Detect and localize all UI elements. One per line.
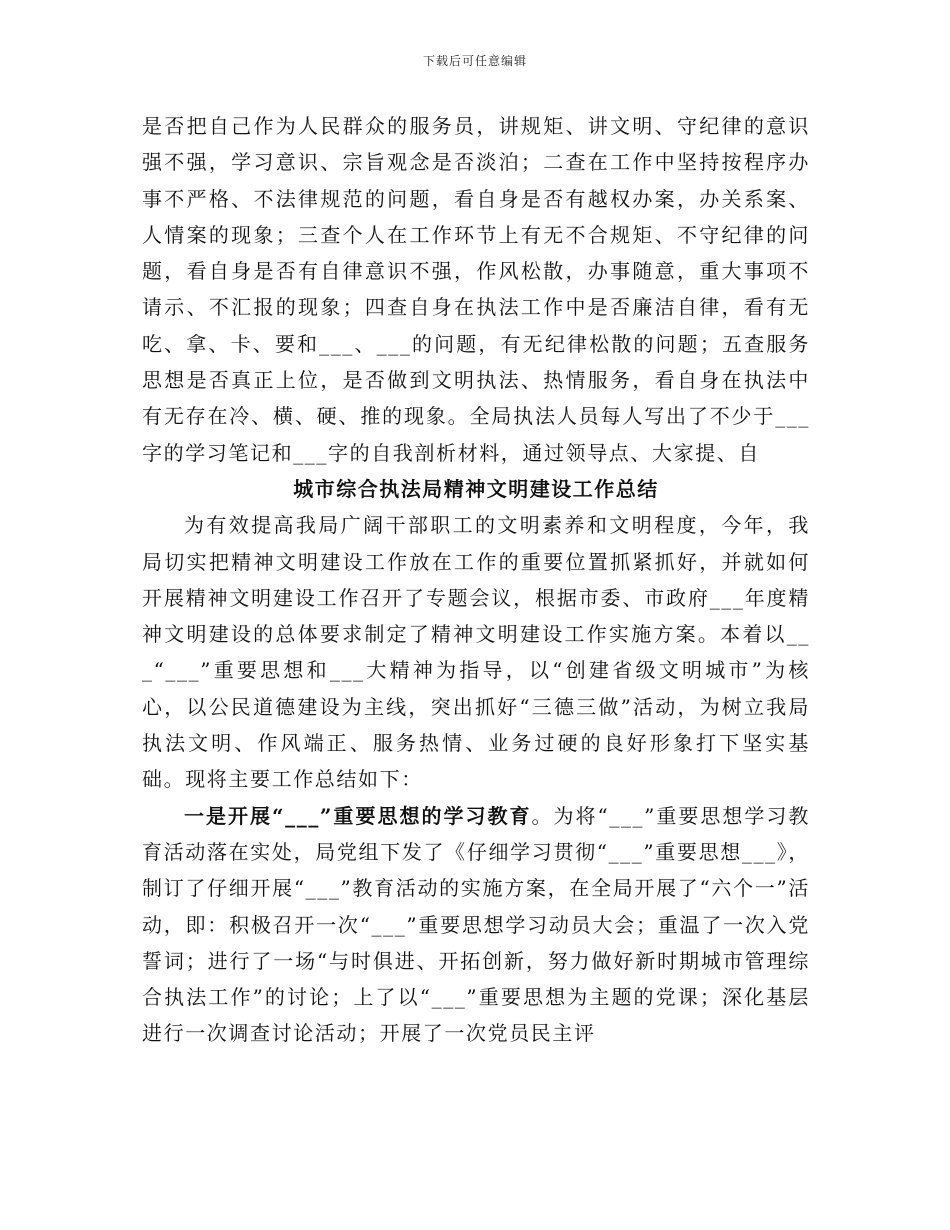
section-one-text: 。为将“___”重要思想学习教育活动落在实处，局党组下发了《仔细学习贯彻“___”重要思想___》，制订了仔细开展“___”教育活动的实施方案，在全局开展了“六个一”活动，即：积极召开一次“___”重要思想学习动员大会；重温了一次入党誓词；进行了一场“与时俱进、开拓创新，努力做好新时期城市管理综合执法工作”的讨论；上了以“___”重要思想为主题的党课；深化基层进行一次调查讨论活动；开展了一次党员民主评 bbox=[142, 803, 811, 1046]
document-title: 城市综合执法局精神文明建设工作总结 bbox=[293, 476, 659, 501]
page-header: 下载后可任意编辑 bbox=[422, 54, 527, 68]
document-body bbox=[142, 108, 810, 1052]
paragraph-section-one bbox=[142, 798, 810, 1052]
paragraph-intro: 为有效提高我局广阔干部职工的文明素养和文明程度，今年，我局切实把精神文明建设工作放在工作的重要位置抓紧抓好，并就如何开展精神文明建设工作召开了专题会议，根据市委、市政府___年度精神文明建设的总体要求制定了精神文明建设工作实施方案。本着以___“___”重要思想和___大精神为指导，以“创建省级文明城市”为核心，以公民道德建设为主线，突出抓好“三德三做”活动，为树立我局执法文明、作风端正、服务热情、业务过硬的良好形象打下坚实基础。现将主要工作总结如下： bbox=[142, 513, 810, 792]
section-one-heading: 一是开展“___”重要思想的学习教育 bbox=[184, 803, 532, 828]
paragraph-continuation: 是否把自己作为人民群众的服务员，讲规矩、讲文明、守纪律的意识强不强，学习意识、宗旨观念是否淡泊；二查在工作中坚持按程序办事不严格、不法律规范的问题，看自身是否有越权办案，办关系案、人情案的现象；三查个人在工作环节上有无不合规矩、不守纪律的问题，看自身是否有自律意识不强，作风松散，办事随意，重大事项不请示、不汇报的现象；四查自身在执法工作中是否廉洁自律，看有无吃、拿、卡、要和___、___的问题，有无纪律松散的问题；五查服务思想是否真正上位，是否做到文明执法、热情服务，看自身在执法中有无存在冷、横、硬、推的现象。全局执法人员每人写出了不少于___字的学习笔记和___字的自我剖析材料，通过领导点、大家提、自 bbox=[142, 114, 810, 465]
